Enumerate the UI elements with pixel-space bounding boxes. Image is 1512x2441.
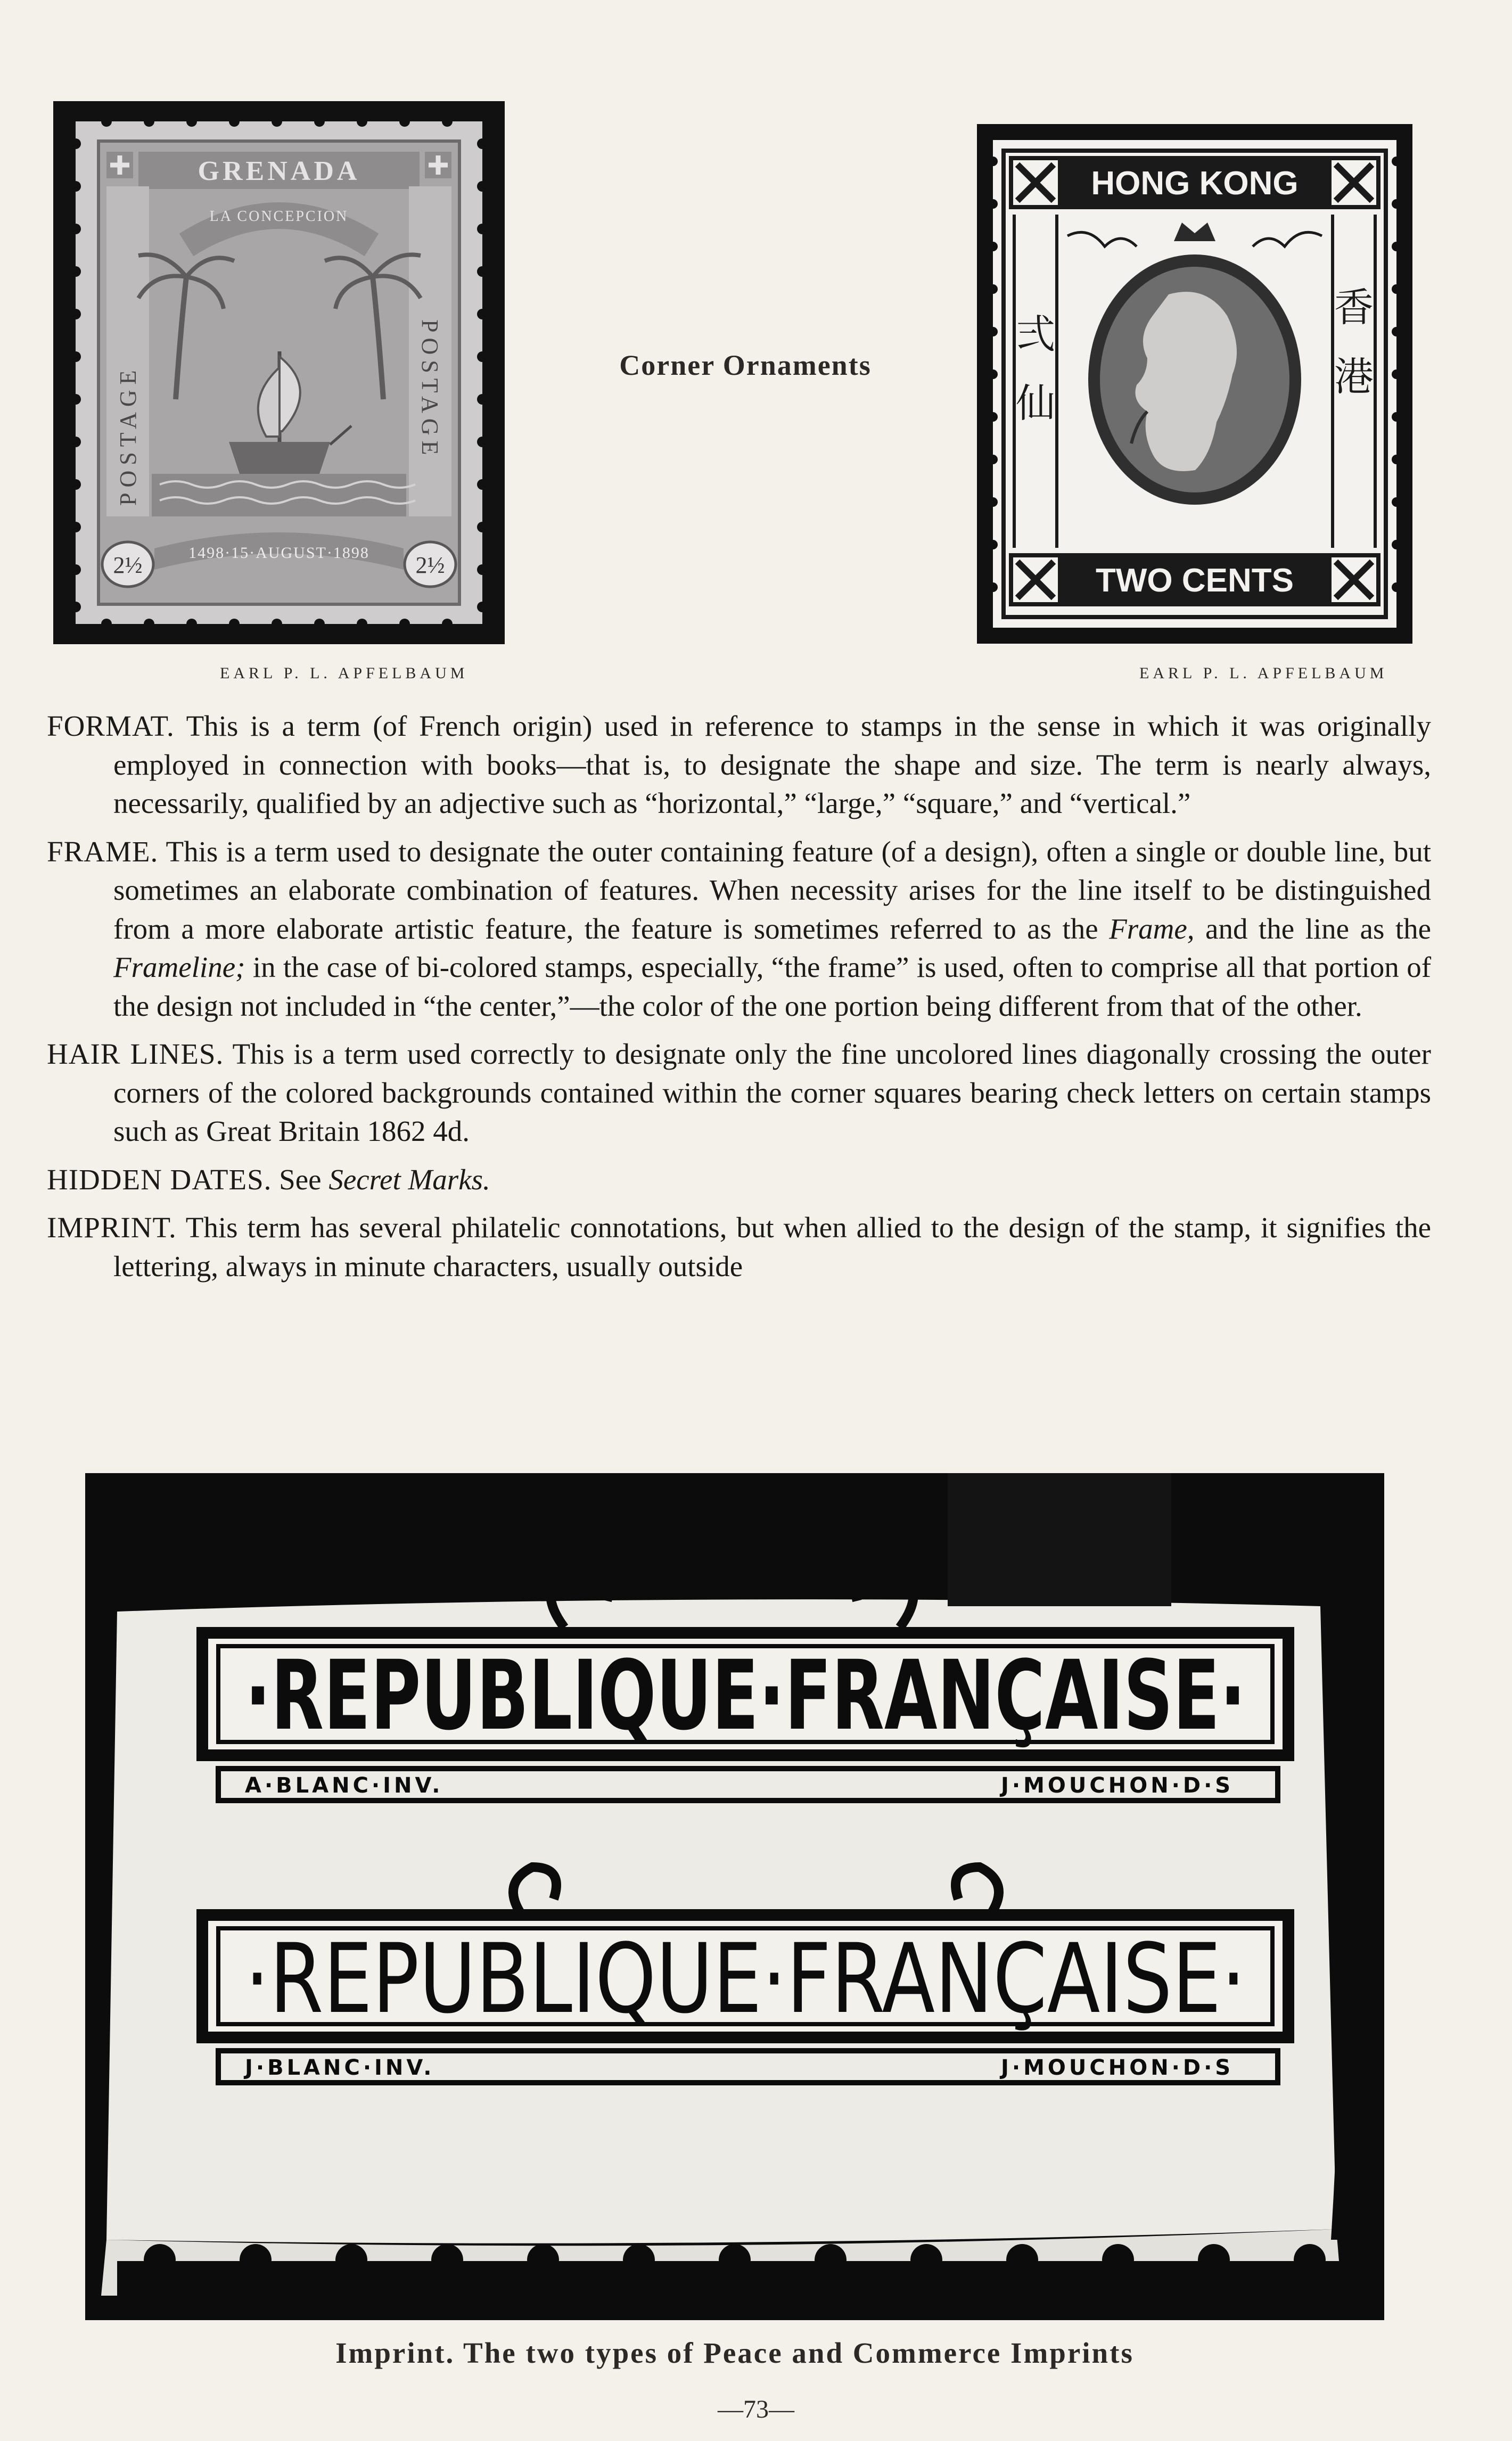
entry-italic: Frame,	[1109, 912, 1195, 945]
grenada-side-text-left: POSTAGE	[115, 365, 141, 506]
hongkong-stamp-image	[977, 124, 1412, 644]
grenada-side-text-right: POSTAGE	[417, 319, 443, 461]
chinese-character: 香	[1334, 285, 1374, 331]
entry-italic: Frameline;	[113, 951, 245, 983]
entry-hidden-dates	[47, 1161, 1431, 1199]
entry-text: This term has several philatelic connotations, but when allied to the design of the stamp, it signifies the lettering, always in minute characters, usually outside	[113, 1211, 1431, 1283]
entry-format	[47, 707, 1431, 823]
imprint-photo	[85, 1473, 1384, 2320]
chinese-character: 仙	[1016, 381, 1055, 426]
entry-term: HIDDEN DATES.	[47, 1163, 272, 1196]
lower-imprint-right: J·MOUCHON·D·S	[1001, 2056, 1234, 2080]
hongkong-right-characters	[1328, 273, 1379, 412]
upper-imprint-right: J·MOUCHON·D·S	[1001, 1773, 1234, 1798]
entry-frame	[47, 833, 1431, 1026]
entry-text: This is a term used correctly to designate only the fine uncolored lines diagonally crossing the outer corners of the colored backgrounds contained within the corner squares bearing check letters on certain stamps such as Great Britain 1862 4d.	[113, 1038, 1431, 1147]
entry-term: FORMAT.	[47, 710, 175, 742]
hongkong-left-characters	[1010, 300, 1061, 438]
entry-text: and the line as the	[1205, 912, 1432, 945]
upper-label-text: ·REPUBLIQUE·FRANÇAISE·	[245, 1640, 1246, 1752]
entry-italic: Secret Marks.	[328, 1163, 490, 1196]
grenada-credit: EARL P. L. APFELBAUM	[220, 664, 469, 682]
hongkong-top-text: HONG KONG	[1091, 165, 1299, 202]
glossary-text	[47, 707, 1431, 1295]
entry-text: This is a term used to designate the outer containing feature (of a design), often a single or double line, but sometimes an elaborate combination of features. When necessity arises for the line itself to be distinguished from a more elaborate artistic feature, the feature is sometimes referred to as the	[113, 835, 1431, 945]
grenada-top-text: GRENADA	[198, 156, 360, 186]
grenada-value-left: 2½	[113, 552, 143, 578]
grenada-date-ribbon: 1498·15·AUGUST·1898	[188, 544, 369, 562]
corner-ornaments-caption: Corner Ornaments	[619, 349, 872, 381]
grenada-stamp-image	[53, 101, 505, 644]
entry-text: This is a term (of French origin) used in reference to stamps in the sense in which it was originally employed in connection with books—that is, to designate the shape and size. The term is nearly always, necessarily, qualified by an adjective such as “horizontal,” “large,” “square,” and “vertical.”	[113, 710, 1431, 819]
grenada-subtitle: LA CONCEPCION	[209, 208, 349, 225]
entry-term: IMPRINT.	[47, 1211, 177, 1244]
entry-term: HAIR LINES.	[47, 1038, 224, 1070]
lower-imprint-left: J·BLANC·INV.	[245, 2056, 435, 2080]
lower-label-text: ·REPUBLIQUE·FRANÇAISE·	[245, 1924, 1246, 2035]
upper-imprint-left: A·BLANC·INV.	[245, 1773, 443, 1798]
page-number: —73—	[718, 2395, 794, 2423]
grenada-value-right: 2½	[415, 552, 445, 578]
entry-text: in the case of bi-colored stamps, especially, “the frame” is used, often to comprise all that portion of the design not included in “the center,”—the color of the one portion being different from that of the other.	[113, 951, 1432, 1022]
entry-imprint	[47, 1209, 1431, 1286]
chinese-character: 港	[1334, 354, 1374, 400]
hongkong-credit: EARL P. L. APFELBAUM	[1139, 664, 1388, 682]
entry-hair-lines	[47, 1035, 1431, 1151]
entry-term: FRAME.	[47, 835, 159, 868]
chinese-character: 弍	[1016, 311, 1055, 357]
imprint-caption: Imprint. The two types of Peace and Commerce Imprints	[335, 2337, 1134, 2369]
entry-text: See	[279, 1163, 322, 1196]
hongkong-bottom-text: TWO CENTS	[1096, 562, 1294, 599]
